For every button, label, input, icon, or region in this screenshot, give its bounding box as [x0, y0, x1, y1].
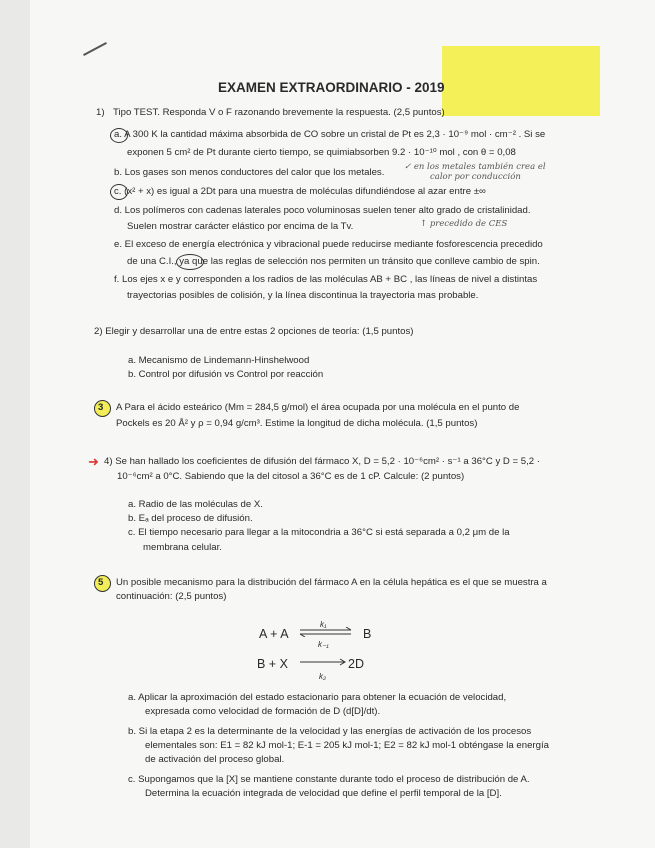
q1-e-line2: de una C.I., ya que las reglas de selección nos permiten un tránsito que conlleve cambio de spin. — [127, 256, 540, 267]
q1-number: 1) — [96, 107, 105, 118]
q5-item-b-line2: elementales son: E1 = 82 kJ mol-1; E-1 = 205 kJ mol-1; E2 = 82 kJ mol-1 obténgase la energía — [145, 740, 549, 751]
reaction1-k-1: k₋₁ — [318, 640, 329, 649]
q3-line2: Pockels es 20 Å² y ρ = 0,94 g/cm³. Estime la longitud de dicha molécula. (1,5 puntos) — [116, 418, 478, 429]
q5-item-c-line1: c. Supongamos que la [X] se mantiene constante durante todo el proceso de distribución de A. — [128, 774, 530, 785]
q1-e-line1: e. El exceso de energía electrónica y vibracional puede reducirse mediante fosforescencia precedido — [114, 239, 543, 250]
reaction1-reactants: A + A — [259, 627, 289, 641]
q3-line1: A Para el ácido esteárico (Mm = 284,5 g/mol) el área ocupada por una molécula en el punto de — [116, 402, 520, 413]
forward-arrow-icon — [298, 658, 348, 666]
q5-item-c-line2: Determina la ecuación integrada de velocidad que define el perfil temporal de la [D]. — [145, 788, 502, 799]
equilibrium-arrow-icon — [298, 627, 354, 637]
q5-line2: continuación: (2,5 puntos) — [116, 591, 227, 602]
q4-item-c-line1: c. El tiempo necesario para llegar a la mitocondria a 36°C si está separada a 0,2 μm de la — [128, 527, 510, 538]
q4-line1: 4) Se han hallado los coeficientes de difusión del fármaco X, D = 5,2 · 10⁻⁶cm² · s⁻¹ a 36°C y D = 5,2 · — [104, 456, 540, 467]
q4-item-c-line2: membrana celular. — [143, 542, 222, 553]
reaction1-k1: k₁ — [320, 620, 327, 629]
sticky-note — [442, 46, 600, 116]
q2-option-b: b. Control por difusión vs Control por reacción — [128, 369, 324, 380]
q1-statement: Tipo TEST. Responda V o F razonando brevemente la respuesta. (2,5 puntos) — [113, 107, 445, 118]
q5-item-b-line3: de activación del proceso global. — [145, 754, 285, 765]
q5-item-b-line1: b. Si la etapa 2 es la determinante de la velocidad y las energías de activación de los procesos — [128, 726, 532, 737]
q4-line2: 10⁻⁶cm² a 0°C. Sabiendo que la del citosol a 36°C es de 1 cP. Calcule: (2 puntos) — [117, 471, 465, 482]
handwritten-note-e: ↑ precedido de CES — [420, 219, 508, 229]
reaction1-product: B — [363, 627, 372, 641]
q5-line1: Un posible mecanismo para la distribución del fármaco A en la célula hepática es el que se muestra a — [116, 577, 547, 588]
q1-a-line2: exponen 5 cm² de Pt durante cierto tiempo, se quimiabsorben 9.2 · 10⁻¹⁰ mol , con θ = 0,08 — [127, 147, 516, 158]
exam-title: EXAMEN EXTRAORDINARIO - 2019 — [218, 80, 445, 95]
q3-number: 3 — [98, 402, 104, 413]
handwritten-note-b1: ✓ en los metales también crea el — [404, 162, 546, 172]
reaction2-reactants: B + X — [257, 657, 288, 671]
reaction2-k2: k₂ — [319, 672, 327, 681]
q1-d-line2: Suelen mostrar carácter elástico por encima de la Tv. — [127, 221, 354, 232]
q1-f-line2: trayectorias posibles de colisión, y la línea discontinua la trayectoria mas probable. — [127, 290, 479, 301]
reaction2-product: 2D — [348, 657, 364, 671]
q4-item-b: b. Eₐ del proceso de difusión. — [128, 513, 253, 524]
q1-f-line1: f. Los ejes x e y corresponden a los radios de las moléculas AB + BC , las líneas de nivel a distintas — [114, 274, 538, 285]
q5-item-a-line1: a. Aplicar la aproximación del estado estacionario para obtener la ecuación de velocidad, — [128, 692, 507, 703]
q5-number: 5 — [98, 577, 104, 588]
q1-a-line1: a. A 300 K la cantidad máxima absorbida de CO sobre un cristal de Pt es 2,3 · 10⁻⁹ mol · cm⁻² . Si se — [114, 129, 546, 140]
q1-b: b. Los gases son menos conductores del calor que los metales. — [114, 167, 385, 178]
q2-option-a: a. Mecanismo de Lindemann-Hinshelwood — [128, 355, 310, 366]
q5-item-a-line2: expresada como velocidad de formación de D (d[D]/dt). — [145, 706, 381, 717]
q1-c: c. (x² + x) es igual a 2Dt para una muestra de moléculas difundiéndose al azar entre ±∞ — [114, 186, 486, 197]
q1-d-line1: d. Los polímeros con cadenas laterales poco voluminosas suelen tener alto grado de cristalinidad. — [114, 205, 531, 216]
handwritten-note-b2: calor por conducción — [430, 172, 521, 182]
red-arrow-icon: ➜ — [88, 454, 99, 469]
q4-item-a: a. Radio de las moléculas de X. — [128, 499, 263, 510]
q2-statement: 2) Elegir y desarrollar una de entre estas 2 opciones de teoría: (1,5 puntos) — [94, 326, 414, 337]
